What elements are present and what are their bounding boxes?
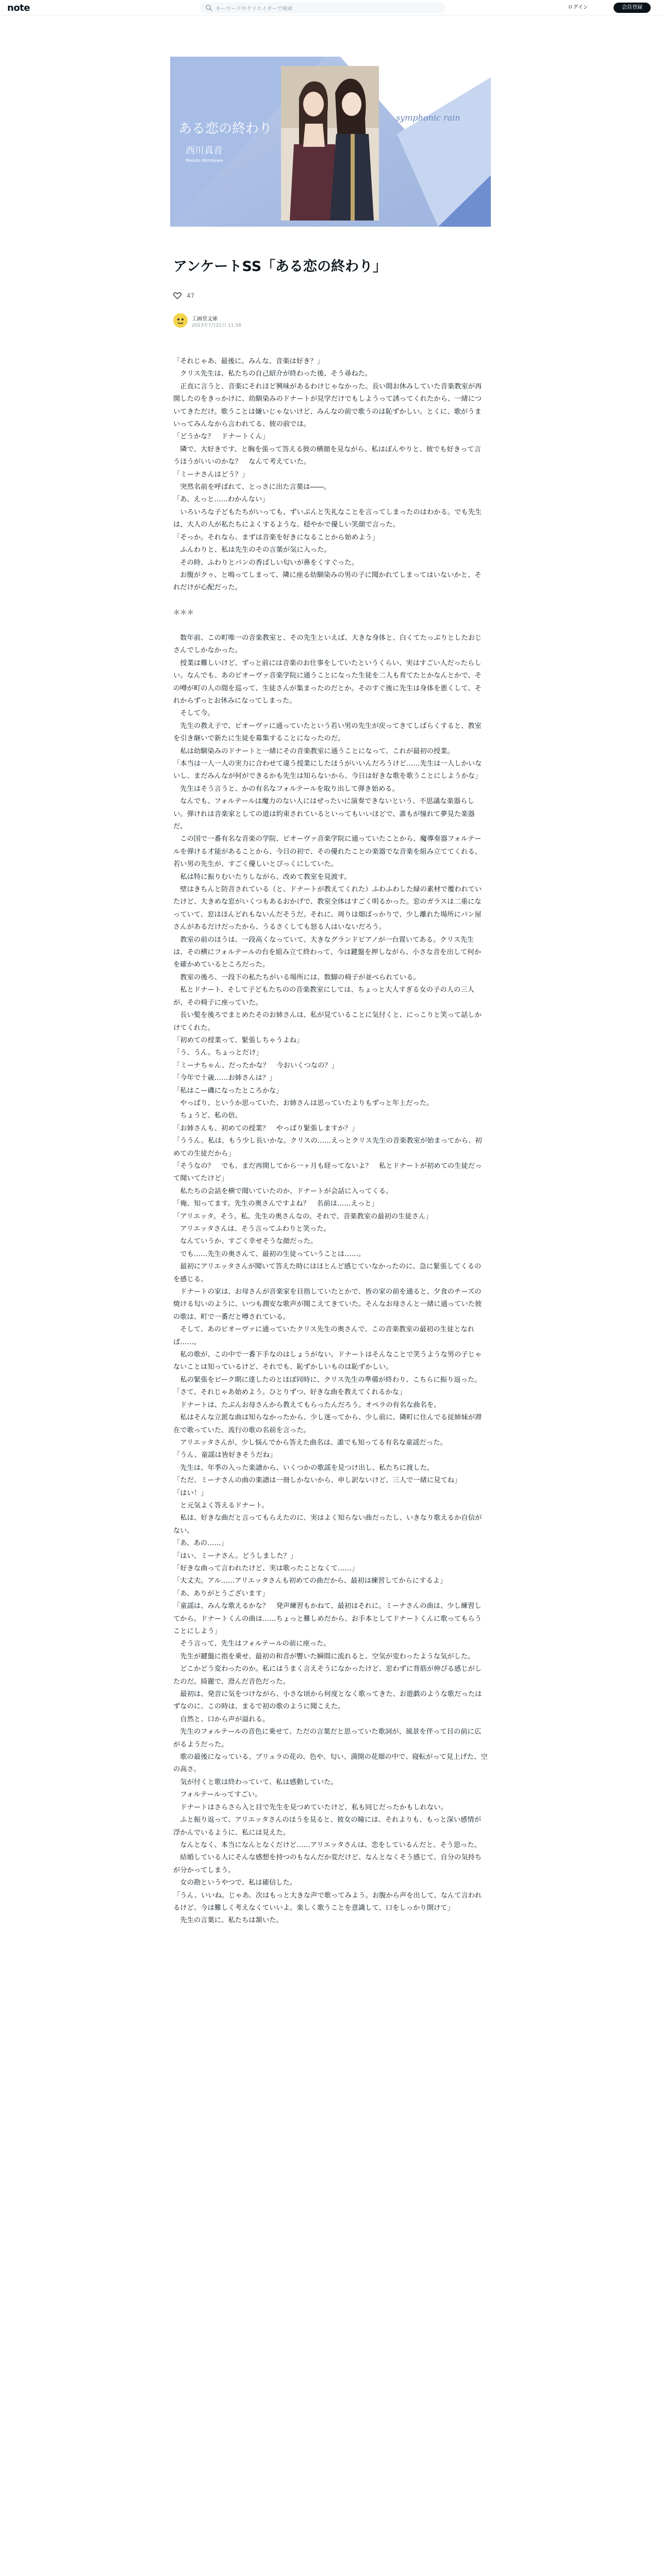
paragraph: 「ミーナちゃん、だったかな？ 今おいくつなの？」 xyxy=(173,1061,338,1070)
paragraph: 「う、うん。ちょっとだけ」 xyxy=(173,1049,263,1057)
heart-icon[interactable] xyxy=(173,292,181,299)
paragraph: 最初は、発音に気をつけながら、小さな頃から何度となく歌ってきた、お遊戯のような歌だったはずなのに、この時は、まるで初の歌のように聞こえた。 xyxy=(173,1690,482,1711)
paragraph: 教室の前のほうは、一段高くなっていて、大きなグランドピアノが一台置いてある。クリス先生は、その横にフォルテールの台を組み立て終わって、今は鍵盤を押しながら、小さな音を出して何かを確かめているところだった。 xyxy=(173,936,482,969)
paragraph: ふと振り返って、アリエッタさんのほうを見ると、彼女の瞳には、それよりも、もっと深い感情が浮かんでいるように、私には見えた。 xyxy=(173,1816,482,1837)
paragraph: 私の緊張をピーク期に達したのとほぼ同時に、クリス先生の準備が終わり、こちらに振り返った。 xyxy=(173,1376,482,1384)
paragraph: 最初にアリエッタさんが聞いて答えた時にはほとんど感じていなかったのに、急に緊張してくるのを感じる。 xyxy=(173,1263,482,1283)
paragraph: アリエッタさんは、そう言ってふわりと笑った。 xyxy=(173,1225,330,1233)
paragraph: フォルテールってすごい。 xyxy=(173,1791,262,1799)
paragraph: 「初めての授業って、緊張しちゃうよね」 xyxy=(173,1036,304,1044)
paragraph: 「ミーナさんはどう？」 xyxy=(173,470,249,479)
paragraph: 「それじゃあ、最後に。みんな、音楽は好き？」 xyxy=(173,358,324,365)
paragraph: 「どうかな？ ドナートくん」 xyxy=(173,433,270,441)
paragraph: でも……先生の奥さんて、最初の生徒っていうことは……。 xyxy=(173,1250,366,1258)
paragraph: 「そうなの？ でも、まだ再開してから一ヶ月も経ってないよ？ 私とドナートが初めての生徒だって聞いてたけど」 xyxy=(173,1162,482,1183)
paragraph: そう言って、先生はフォルテールの前に座った。 xyxy=(173,1640,330,1648)
hero-author-text: 西川真音 xyxy=(186,145,223,156)
paragraph: なんとなく、本当になんとなくだけど……アリエッタさんは、恋をしているんだと、そう思った。 xyxy=(173,1841,482,1849)
paragraph: 気が付くと歌は終わっていて、私は感動していた。 xyxy=(173,1778,338,1786)
paragraph: 「好きな曲って言われたけど、実は歌ったことなくて……」 xyxy=(173,1564,359,1572)
paragraph: ＊＊＊ xyxy=(173,609,194,617)
paragraph: 結婚している人にそんな感想を持つのもなんだか変だけど、なんとなくそう感じて、自分の気持ちが分かってしまう。 xyxy=(173,1854,482,1874)
paragraph: 私たちの会話を横で聞いていたのか、ドナートが会話に入ってくる。 xyxy=(173,1187,393,1195)
paragraph: 「俺、知ってます。先生の奥さんですよね？ 名前は……えっと」 xyxy=(173,1200,378,1208)
paragraph: 「そっか。それなら、まずは音楽を好きになることから始めよう」 xyxy=(173,533,379,541)
paragraph: お腹がクゥ、と鳴ってしまって、隣に座る幼馴染みの男の子に聞かれてしまってはいないかと、それだけが心配だった。 xyxy=(173,571,482,592)
paragraph: その時、ふわりとパンの香ばしい匂いが鼻をくすぐった。 xyxy=(173,558,358,567)
avatar-face-icon xyxy=(173,313,188,328)
paragraph: 私は特に振りむいたりしながら、改めて教室を見渡す。 xyxy=(173,873,351,881)
paragraph: 「お姉さんも、初めての授業？ やっぱり緊張しますか？」 xyxy=(173,1124,359,1132)
paragraph: そして今。 xyxy=(173,709,214,718)
paragraph: 「本当は一人一人の実力に合わせて違う授業にしたほうがいいんだろうけど……先生は一人しかいないし、まだみんなが何ができるかも先生は知らないから、今日は好きな歌を歌うことにしようかな」 xyxy=(173,759,482,781)
paragraph: やっぱり、というか思っていた、お姉さんは思っていたよりもずっと年上だった。 xyxy=(173,1099,434,1107)
paragraph: 「童謡は、みんな歌えるかな？ 発声練習もかねて、最初はそれに。ミーナさんの曲は、少し練習してから。ドナートくんの曲は……ちょっと難しめだから、お手本としてドナートくんに歌ってもらうことにしよう」 xyxy=(173,1602,482,1635)
paragraph: 「はい、ミーナさん。どうしました？」 xyxy=(173,1552,297,1560)
paragraph: 正直に言うと、音楽にそれほど興味があるわけじゃなかった。長い間お休みしていた音楽教室が再開したのをきっかけに、幼馴染みのドナートが見学だけでもしようって誘ってくれたから、一緒についてきただけ。歌うことは嫌いじゃないけど、みんなの前で歌うのは恥ずかしい。とくに、歌がうまいってみんなから言われてる、彼の前では。 xyxy=(173,382,482,429)
site-header xyxy=(0,0,662,15)
paragraph: と元気よく答えるドナート。 xyxy=(173,1501,269,1510)
paragraph: 「私はこー磯になったところかな」 xyxy=(173,1087,283,1095)
article-body xyxy=(173,355,488,1927)
publish-date: 2023年7月21日 11:58 xyxy=(192,323,241,328)
paragraph: ドナートは、たぶんお母さんから教えてもらったんだろう。オペラの有名な曲名を。 xyxy=(173,1401,441,1409)
avatar[interactable] xyxy=(173,313,188,328)
paragraph: 先生の言葉に、私たちは頷いた。 xyxy=(173,1917,283,1925)
paragraph: いろいろな子どもたちがいっても、ずいぶんと失礼なことを言ってしまったのはわかる。でも先生は、大人の人が私たちによくするような、穏やかで優しい笑顔で言った。 xyxy=(173,508,482,529)
paragraph: 長い髪を後ろでまとめたそのお姉さんは、私が見ていることに気付くと、にっこりと笑って話しかけてくれた。 xyxy=(173,1011,482,1032)
paragraph: 「あ、ありがとうございます」 xyxy=(173,1589,269,1598)
paragraph: 先生が鍵盤に指を乗せ、最初の和音が響いた瞬間に流れると、空気が変わったような気がした。 xyxy=(173,1652,475,1660)
paragraph: 「大丈夫。アル……アリエッタさんも初めての曲だから、最初は練習してからにするよ」 xyxy=(173,1577,447,1585)
author-name[interactable]: 工画堂文庫 xyxy=(192,316,218,322)
article-title: アンケートSS「ある恋の終わり」 xyxy=(173,259,387,275)
paragraph: 「さて、それじゃあ始めよう。ひとりずつ、好きな曲を教えてくれるかな」 xyxy=(173,1388,406,1397)
paragraph xyxy=(173,620,488,632)
paragraph: 「あ、あの……」 xyxy=(173,1539,228,1548)
paragraph: 先生のフォルテールの音色に乗せて、ただの言葉だと思っていた歌詞が、風景を伴って目の前に広がるようだった。 xyxy=(173,1728,482,1749)
paragraph: 先生の教え子で、ピオーヴァに通っていたという若い男の先生が戻ってきてしばらくすると、教室を引き継いで新たに生徒を募集することになったのだ。 xyxy=(173,722,482,743)
search-placeholder: キーワードやクリエイターで検索 xyxy=(216,6,293,12)
paragraph: ドナートの家は、お母さんが音楽家を目指していたとかで、皆の家の前を通ると、夕食のチーズの焼ける匂いのように、いつも潤安な歌声が聞こえてきていた。そんなお母さんと一緒に通っていた彼の歌は、町で一番だと噂されている。 xyxy=(173,1288,482,1321)
paragraph: 先生は、年季の入った楽譜から、いくつかの歌謡を見つけ出し、私たちに渡した。 xyxy=(173,1464,434,1472)
hero-brand-text: symphonic rain xyxy=(396,113,460,123)
paragraph: 私はそんな立派な曲は知らなかったから、少し迷ってから、少し前に、隣町に住んでる従姉妹が滞在で歌っていた、流行の歌の名前を言った。 xyxy=(173,1414,482,1434)
paragraph: 私の歌が、この中で一番下手なのはしょうがない。ドナートはそんなことで笑うような男の子じゃないことは知っているけど、それでも、恥ずかしいものは恥ずかしい。 xyxy=(173,1351,482,1371)
paragraph: なんていうか、すごく幸せそうな顔だった。 xyxy=(173,1238,318,1246)
like-area[interactable] xyxy=(173,292,194,302)
paragraph xyxy=(173,595,488,607)
paragraph: 教室の後ろ、一段下の私たちがいる場所には、数脚の椅子が並べられている。 xyxy=(173,973,420,981)
paragraph: そして、あのピオーヴァに通っていたクリス先生の奥さんで、この音楽教室の最初の生徒となれば……。 xyxy=(173,1326,475,1346)
hero-image xyxy=(170,57,491,227)
paragraph: 隣で、大好きです、と胸を張って答える彼の横顔を見ながら、私はぼんやりと、彼でも好きって言うほうがいいのかな？ なんて考えていた。 xyxy=(173,445,482,466)
paragraph: 私とドナート、そして子どもたちのの音楽教室にしては、ちょっと大人すぎる女の子の人の三人が、その椅子に座っていた。 xyxy=(173,986,474,1007)
paragraph: どこかどう変わったのか。私にはうまく言えそうになかったけど、窓わずに背筋が伸ぴる感じがしたのだ。綺麗で、澄んだ音色だった。 xyxy=(173,1665,482,1686)
paragraph: 私は幼馴染みのドナートと一緒にその音楽教室に通うことになって、これが最初の授業。 xyxy=(173,747,454,755)
paragraph: ふんわりと、私は先生のその言葉が気に入った。 xyxy=(173,546,331,554)
paragraph: 「うん、いいね。じゃあ、次はもっと大きな声で歌ってみよう。お腹から声を出して、なんて言われるけど、今は難しく考えなくていいよ。楽しく歌うことを意識して、口をしっかり開けて」 xyxy=(173,1891,482,1912)
hero-title-text: ある恋の終わり xyxy=(178,121,273,137)
hero-illustration xyxy=(170,57,491,227)
paragraph: なんでも、フォルテールは魔力のない人にはぜったいに演奏できないという、不思議な楽器らしい。弾けれは音楽家としての道は約束されているといってもいいほどで、誰もが憧れて夢見た楽器だ。 xyxy=(173,798,475,831)
paragraph: 授業は難しいけど、ずっと前には音楽のお仕事をしていたというくらい、実はすごい人だったらしい。なんでも、あのピオーヴァ音楽学院に通うことになった生徒を二人も育てたとかなんとかで、その噂が町の人の間を巡って、生徒さんが集まったのだとか。そのすぐ後に先生は身体を悪くして、それからずっとお休みになってしまった。 xyxy=(173,659,482,705)
paragraph: 私は、好きな曲だと言ってもらえたのに、実はよく知らない曲だったし、いきなり歌えるか自信がない。 xyxy=(173,1514,482,1535)
paragraph: ちょうど、私の倍。 xyxy=(173,1112,242,1120)
paragraph: 「ただ、ミーナさんの曲の楽譜は一冊しかないから、申し訳ないけど、三人で一緒に見てね」 xyxy=(173,1477,461,1485)
paragraph: 女の勘というやつで、私は確信した。 xyxy=(173,1879,297,1887)
paragraph: クリス先生は、私たちの自己紹介が終わった後、そう尋ねた。 xyxy=(173,370,372,378)
search-input[interactable] xyxy=(200,2,445,13)
paragraph: 歌の最後になっている、ブリュラの花の、色や、匂い、満開の花畑の中で、寝転がって見上げた、空の高さ。 xyxy=(173,1753,488,1774)
login-button[interactable]: ログイン xyxy=(568,5,588,10)
search-icon xyxy=(205,4,212,11)
paragraph: 「うん、童謡は皆好きそうだね」 xyxy=(173,1451,277,1460)
paragraph: 先生はそう言うと、かの有名なフォルテールを取り出して弾き始める。 xyxy=(173,785,399,793)
paragraph: 数年前、この町唯一の音楽教室と、その先生といえば、大きな身体と、白くてたっぷりとしたおじさんでしかなかった。 xyxy=(173,634,482,655)
paragraph: 「はい！」 xyxy=(173,1489,208,1497)
paragraph: 「あ、えっと……わかんない」 xyxy=(173,496,269,504)
note-logo[interactable]: note xyxy=(7,3,30,13)
paragraph: 突然名前を呼ばれて、とっさに出た言葉は――。 xyxy=(173,483,331,492)
like-count: 47 xyxy=(186,292,195,299)
paragraph: この国で一番有名な音楽の学院、ピオーヴァ音楽学院に通っていたことから、魔導奏器フォルテールを弾ける才能があることから、今日の初で、その優れたことの楽器でな音楽を組み立ててくれる、若い男の先生が、すごく優しいとぴっくにしていた。 xyxy=(173,835,482,869)
paragraph: 「ううん。私は、もう少し長いかな。クリスの……えっとクリス先生の音楽教室が始まってから、初めての生徒だから」 xyxy=(173,1137,482,1158)
paragraph: アリエッタさんが、少し悩んでから答えた曲名は、誰でも知ってる有名な童謡だった。 xyxy=(173,1438,447,1447)
paragraph: 「今年で十歳……お姉さんは？」 xyxy=(173,1074,276,1082)
paragraph: 壁はきちんと防音されている（と、ドナートが教えてくれた）ふわふわした緑の素材で覆われていたけど、大きめな窓がいくつもあるおかげで、教室全体はすごく明るかった。窓のガラスは二重になっていて、窓はほんどれもないんだそうだ。それに、周りは畑ばっかりで、少し離れた場所にパン屋さんがあるだけだったから、うるさくしても怒る人はいないだろう。 xyxy=(173,886,482,931)
paragraph: 自然と、口から声が溢れる。 xyxy=(173,1715,270,1723)
signup-button[interactable]: 会員登録 xyxy=(614,3,651,13)
hero-author-romaji: Makoto Nishikawa xyxy=(186,158,223,163)
paragraph: 「アリエッタ。そう。私、先生の奥さんなの。それで、音楽教室の最初の生徒さん」 xyxy=(173,1212,433,1221)
paragraph: ドナートはさらさら入と目で先生を見つめていたけど、私も同じだったかもしれない。 xyxy=(173,1803,448,1811)
